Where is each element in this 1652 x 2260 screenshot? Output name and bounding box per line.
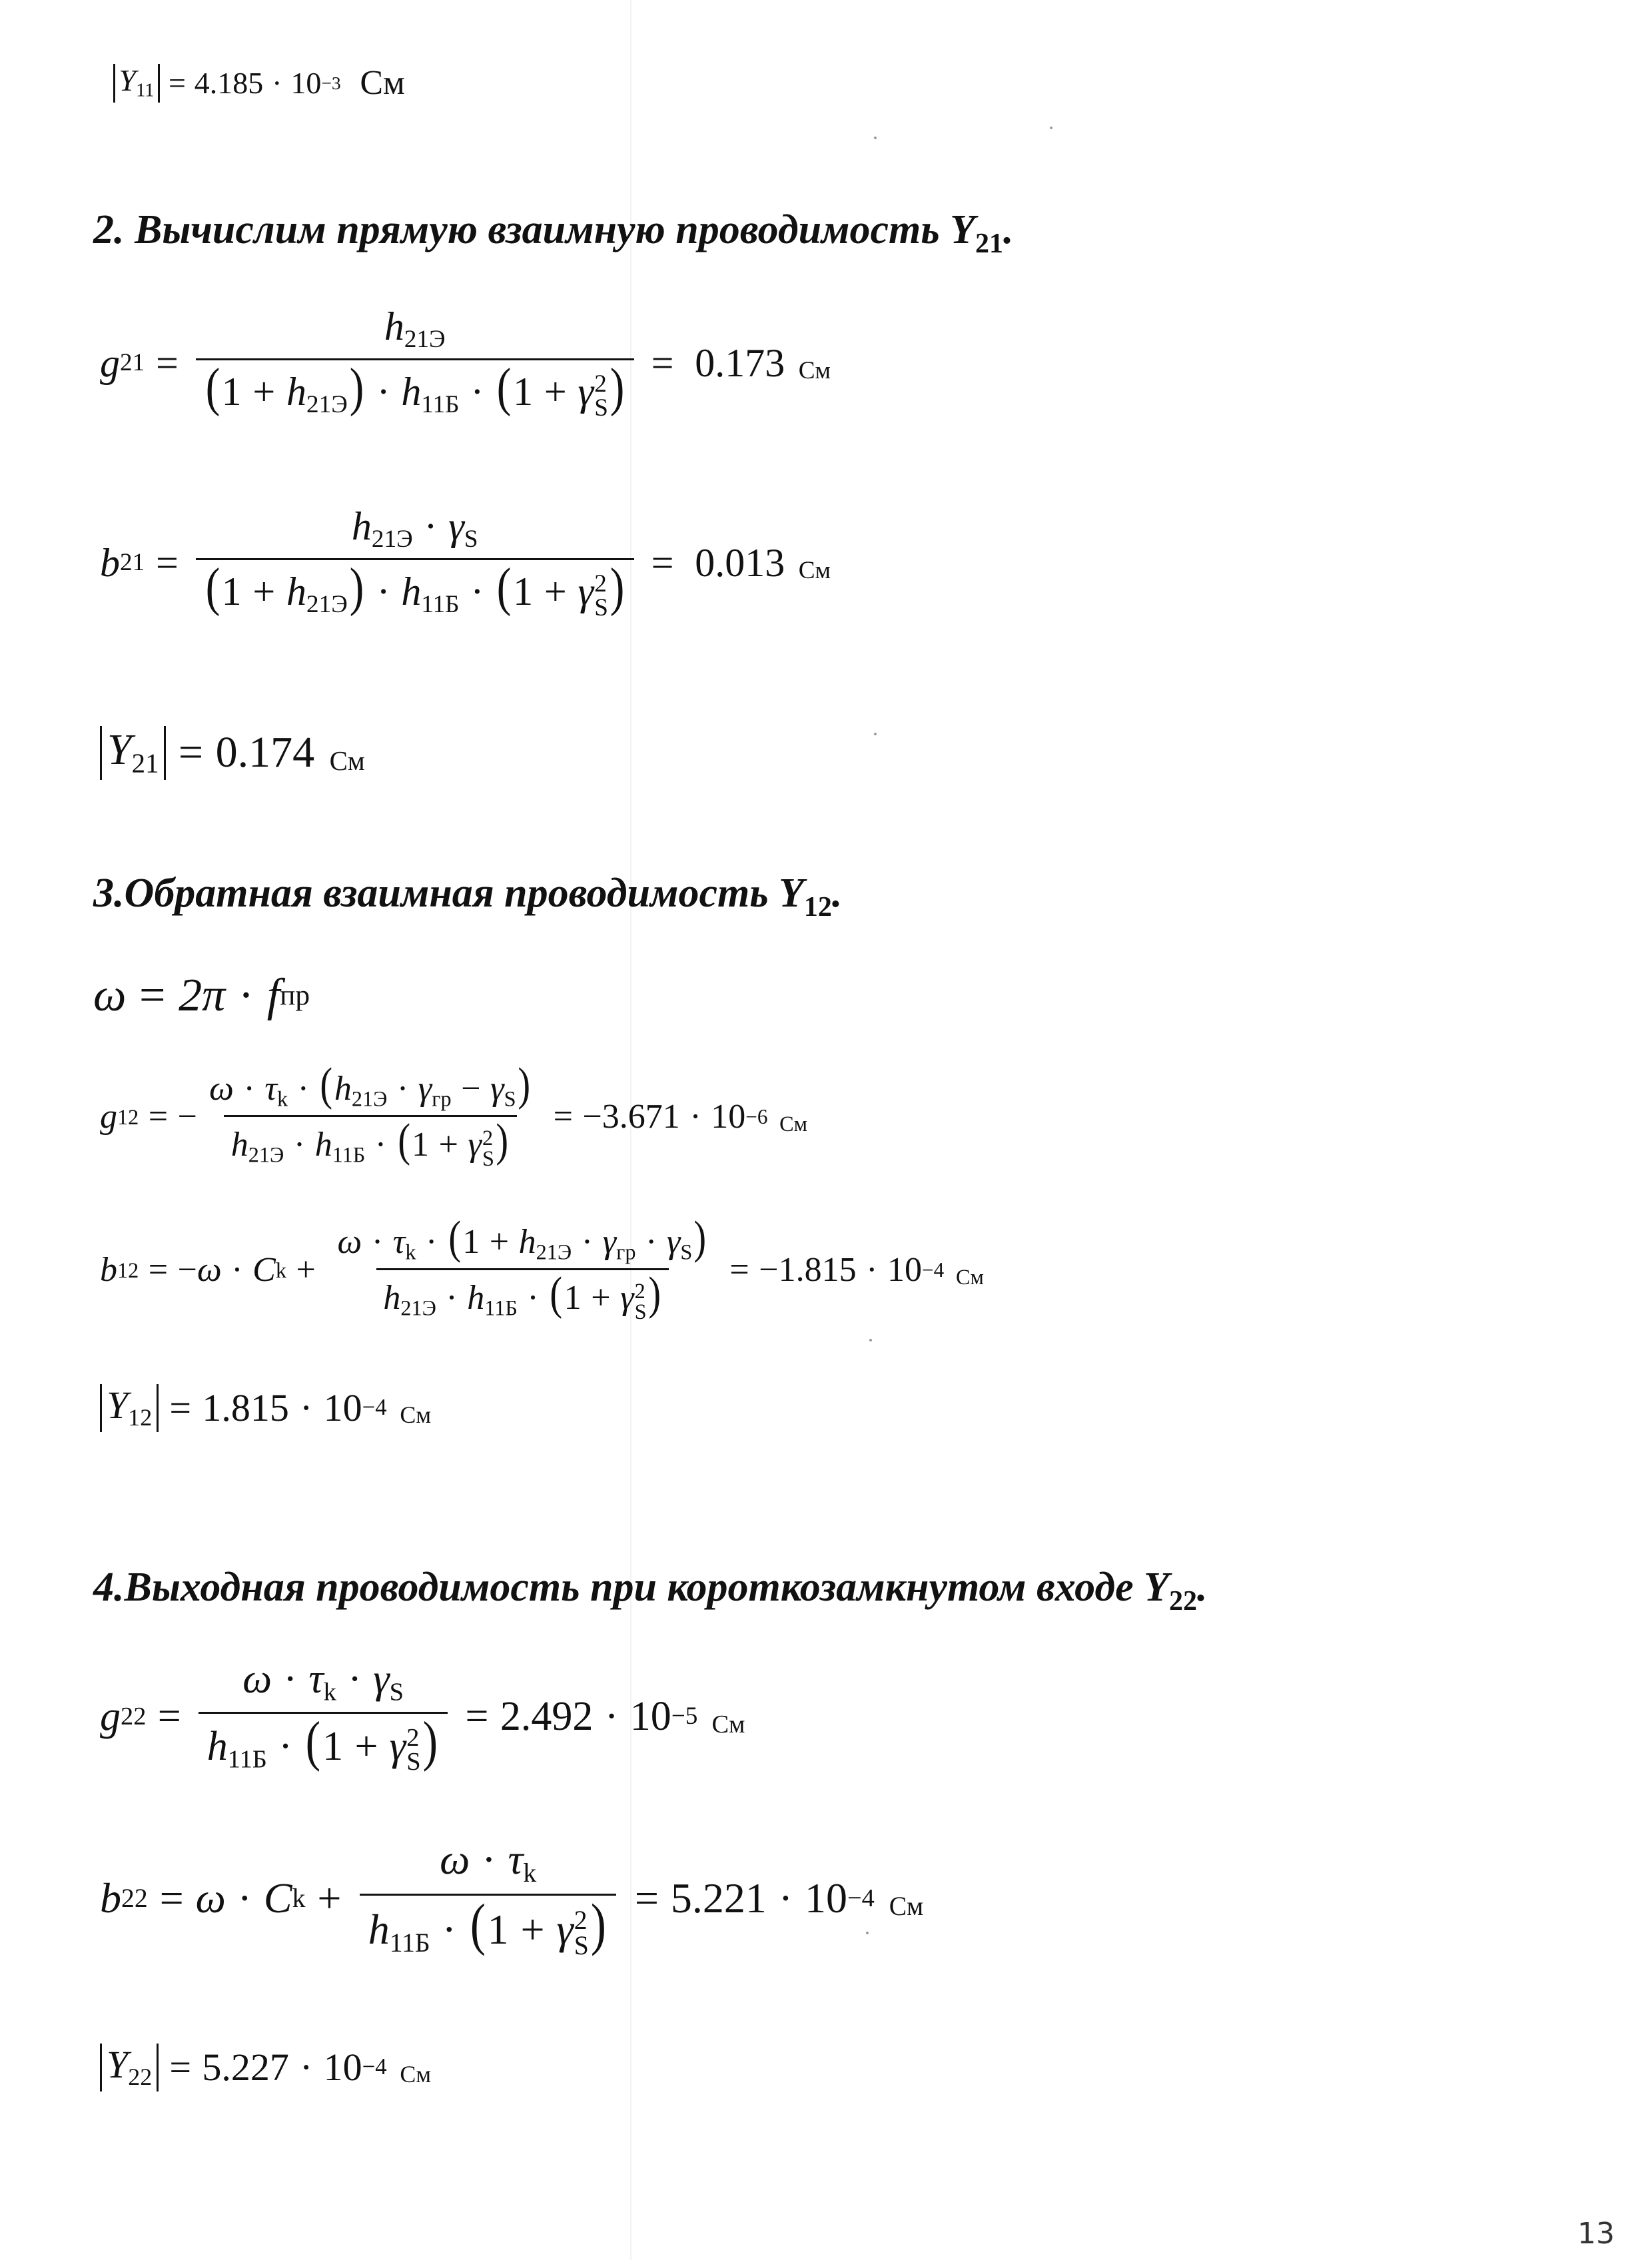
section-2-heading: 2. Вычислим прямую взаимную проводимость $Y_{21}$. — [93, 207, 1014, 259]
b21-fraction: $h_{21Э} \cdot \gamma_S$ $(1 + h_{21Э}) \cdot h_{11Б} \cdot (1 + \gamma$ 2 S ) — [196, 506, 634, 619]
g12-formula: g 12 = − $\omega \cdot \tau_k \cdot (h_{21Э} \cdot \gamma_{гр} - \gamma_S)$ $h_{21Э} \cdot h_{11Б} \cdot (1 + \gamma$ 2 S ) = −3.671 · 10 −6 См — [100, 1058, 808, 1170]
g21-formula: g 21 = $h_{21Э}$ $(1 + h_{21Э}) \cdot h_{11Б} \cdot (1 + \gamma$ 2 S ) = 0.173 См — [100, 304, 831, 422]
section-4-heading: 4.Выходная проводимость при короткозамкнутом входе $Y_{22}$. — [93, 1565, 1208, 1617]
b22-fraction: $\omega \cdot \tau_k$ $h_{11Б} \cdot (1 + \gamma$ 2 S ) — [360, 1838, 616, 1959]
b12-fraction: $\omega \cdot \tau_k \cdot (1 + h_{21Э} \cdot \gamma_{гр} \cdot \gamma_S)$ $h_{21Э} \cdot h_{11Б} \cdot (1 + \gamma$ 2 S ) — [337, 1212, 707, 1323]
g21-fraction: $h_{21Э}$ $(1 + h_{21Э}) \cdot h_{11Б} \cdot (1 + \gamma$ 2 S ) — [196, 306, 634, 420]
b21-formula: b 21 = $h_{21Э} \cdot \gamma_S$ $(1 + h_{21Э}) \cdot h_{11Б} \cdot (1 + \gamma$ 2 S ) = 0.013 См — [100, 504, 831, 621]
b22-formula: b 22 = ω · C k + $\omega \cdot \tau_k$ $h_{11Б} \cdot (1 + \gamma$ 2 S ) = 5.221 · 10 −4 См — [100, 1836, 924, 1961]
g22-fraction: $\omega \cdot \tau_k \cdot \gamma_S$ $h_{11Б} \cdot (1 + \gamma$ 2 S ) — [199, 1659, 447, 1774]
g12-fraction: $\omega \cdot \tau_k \cdot (h_{21Э} \cdot \gamma_{гр} - \gamma_S)$ $h_{21Э} \cdot h_{11Б} \cdot (1 + \gamma$ 2 S ) — [209, 1058, 530, 1170]
y12-magnitude: $Y_{12}$ = 1.815 · 10 −4 См — [100, 1384, 431, 1432]
y22-magnitude: $Y_{22}$ = 5.227 · 10 −4 См — [100, 2044, 431, 2091]
page-number: 13 — [1577, 2217, 1615, 2251]
abs-y12: $Y_{12}$ — [100, 1384, 159, 1432]
abs-y11: $Y_{11}$ — [113, 64, 160, 103]
scan-speck — [1050, 127, 1052, 129]
b12-formula: b 12 = − ω · C k + $\omega \cdot \tau_k \cdot (1 + h_{21Э} \cdot \gamma_{гр} \cdot \gamma_S)$ $h_{21Э} \cdot h_{11Б} \cdot (1 + \gamma$ 2 S ) = −1.815 · 10 −4 См — [100, 1212, 984, 1323]
g22-formula: g 22 = $\omega \cdot \tau_k \cdot \gamma_S$ $h_{11Б} \cdot (1 + \gamma$ 2 S ) = 2.492 · 10 −5 См — [100, 1657, 745, 1776]
scan-speck — [866, 1932, 869, 1934]
abs-y22: $Y_{22}$ — [100, 2044, 159, 2091]
scan-speck — [874, 137, 877, 139]
abs-y21: $Y_{21}$ — [100, 726, 166, 780]
scan-speck — [874, 733, 877, 735]
y21-magnitude: $Y_{21}$ = 0.174 См — [100, 726, 365, 780]
omega-formula: ω = 2π · f пр — [93, 970, 310, 1021]
y11-magnitude: $Y_{11}$ = 4.185 · 10 −3 См — [113, 64, 405, 103]
section-3-heading: 3.Обратная взаимная проводимость $Y_{12}$. — [93, 871, 843, 923]
scan-speck — [869, 1339, 872, 1341]
